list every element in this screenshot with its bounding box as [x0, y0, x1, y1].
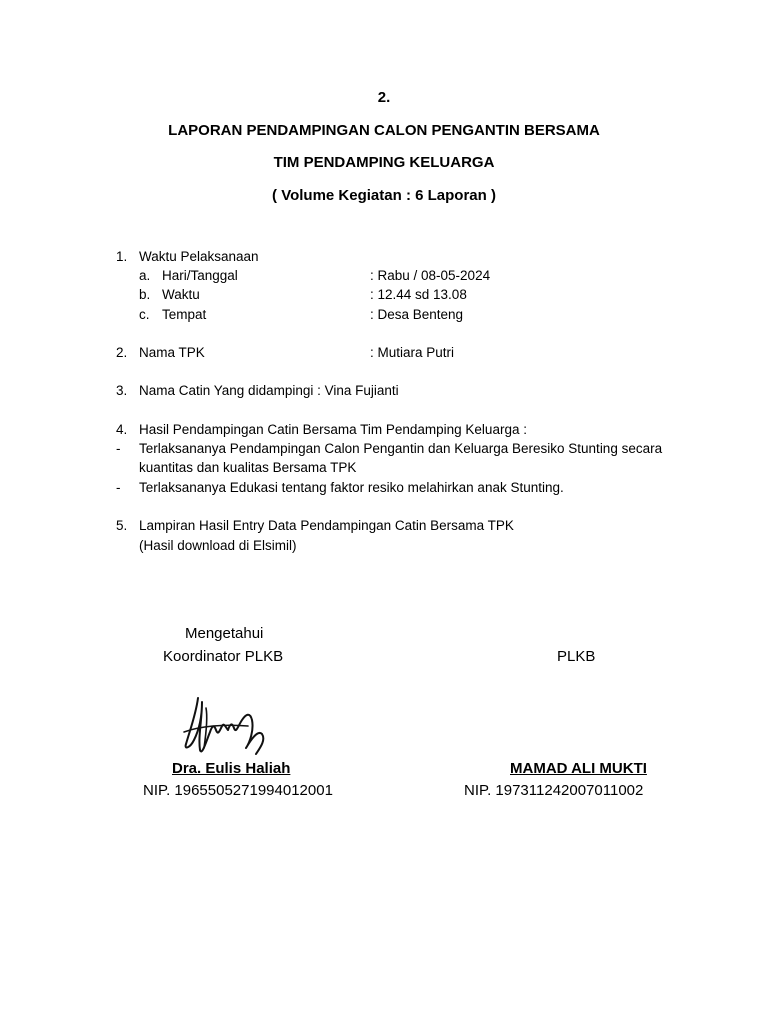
item4-bullet2-dash: -: [116, 480, 121, 495]
item1b-value: : 12.44 sd 13.08: [370, 287, 467, 302]
item1b-letter: b.: [139, 287, 151, 302]
sign-left-nip: NIP. 196550527199401200​1: [143, 782, 333, 799]
item3-number: 3.: [116, 383, 128, 398]
item1a-value: : Rabu / 08-05-2024: [370, 268, 491, 283]
item1c-value: : Desa Benteng: [370, 307, 464, 322]
item4-label: Hasil Pendampingan Catin Bersama Tim Pendamping Keluarga :: [139, 422, 527, 437]
handwritten-signature-icon: [176, 690, 272, 762]
report-number: 2.: [377, 89, 391, 106]
sign-left-acknowledged: Mengetahui: [185, 625, 264, 642]
item2-value: : Mutiara Putri: [370, 345, 455, 360]
sign-left-title: Koordinator PLKB: [163, 648, 284, 665]
item1c-letter: c.: [139, 307, 150, 322]
item2-label: Nama TPK: [139, 345, 205, 360]
item4-number: 4.: [116, 422, 128, 437]
sign-right-title: PLKB: [557, 648, 596, 665]
item4-bullet1-line2: kuantitas dan kualitas Bersama TPK: [139, 460, 357, 475]
sign-left-name: Dra. Eulis Haliah: [172, 760, 291, 777]
item1b-label: Waktu: [162, 287, 200, 302]
item1-number: 1.: [116, 249, 128, 264]
item1-label: Waktu Pelaksanaan: [139, 249, 259, 264]
report-title-line1: LAPORAN PENDAMPINGAN CALON PENGANTIN BERSAMA: [168, 122, 600, 139]
item4-bullet1-line1: Terlaksananya Pendampingan Calon Pengantin dan Keluarga Beresiko Stunting secara: [139, 441, 663, 456]
item5-line2: (Hasil download di Elsimil): [139, 538, 297, 553]
item2-number: 2.: [116, 345, 128, 360]
item1a-letter: a.: [139, 268, 151, 283]
item4-bullet1-dash: -: [116, 441, 121, 456]
sign-right-name: MAMAD ALI MUKTI: [510, 760, 647, 777]
item5-line1: Lampiran Hasil Entry Data Pendampingan Catin Bersama TPK: [139, 518, 514, 533]
item1c-label: Tempat: [162, 307, 207, 322]
sign-right-nip: NIP. 197311242007011002: [464, 782, 644, 799]
item1a-label: Hari/Tanggal: [162, 268, 238, 283]
item5-number: 5.: [116, 518, 128, 533]
item4-bullet2: Terlaksananya Edukasi tentang faktor resiko melahirkan anak Stunting.: [139, 480, 564, 495]
report-volume: ( Volume Kegiatan : 6 Laporan ): [272, 187, 496, 204]
item3-label: Nama Catin Yang didampingi : Vina Fujianti: [139, 383, 399, 398]
report-title-line2: TIM PENDAMPING KELUARGA: [273, 154, 495, 171]
